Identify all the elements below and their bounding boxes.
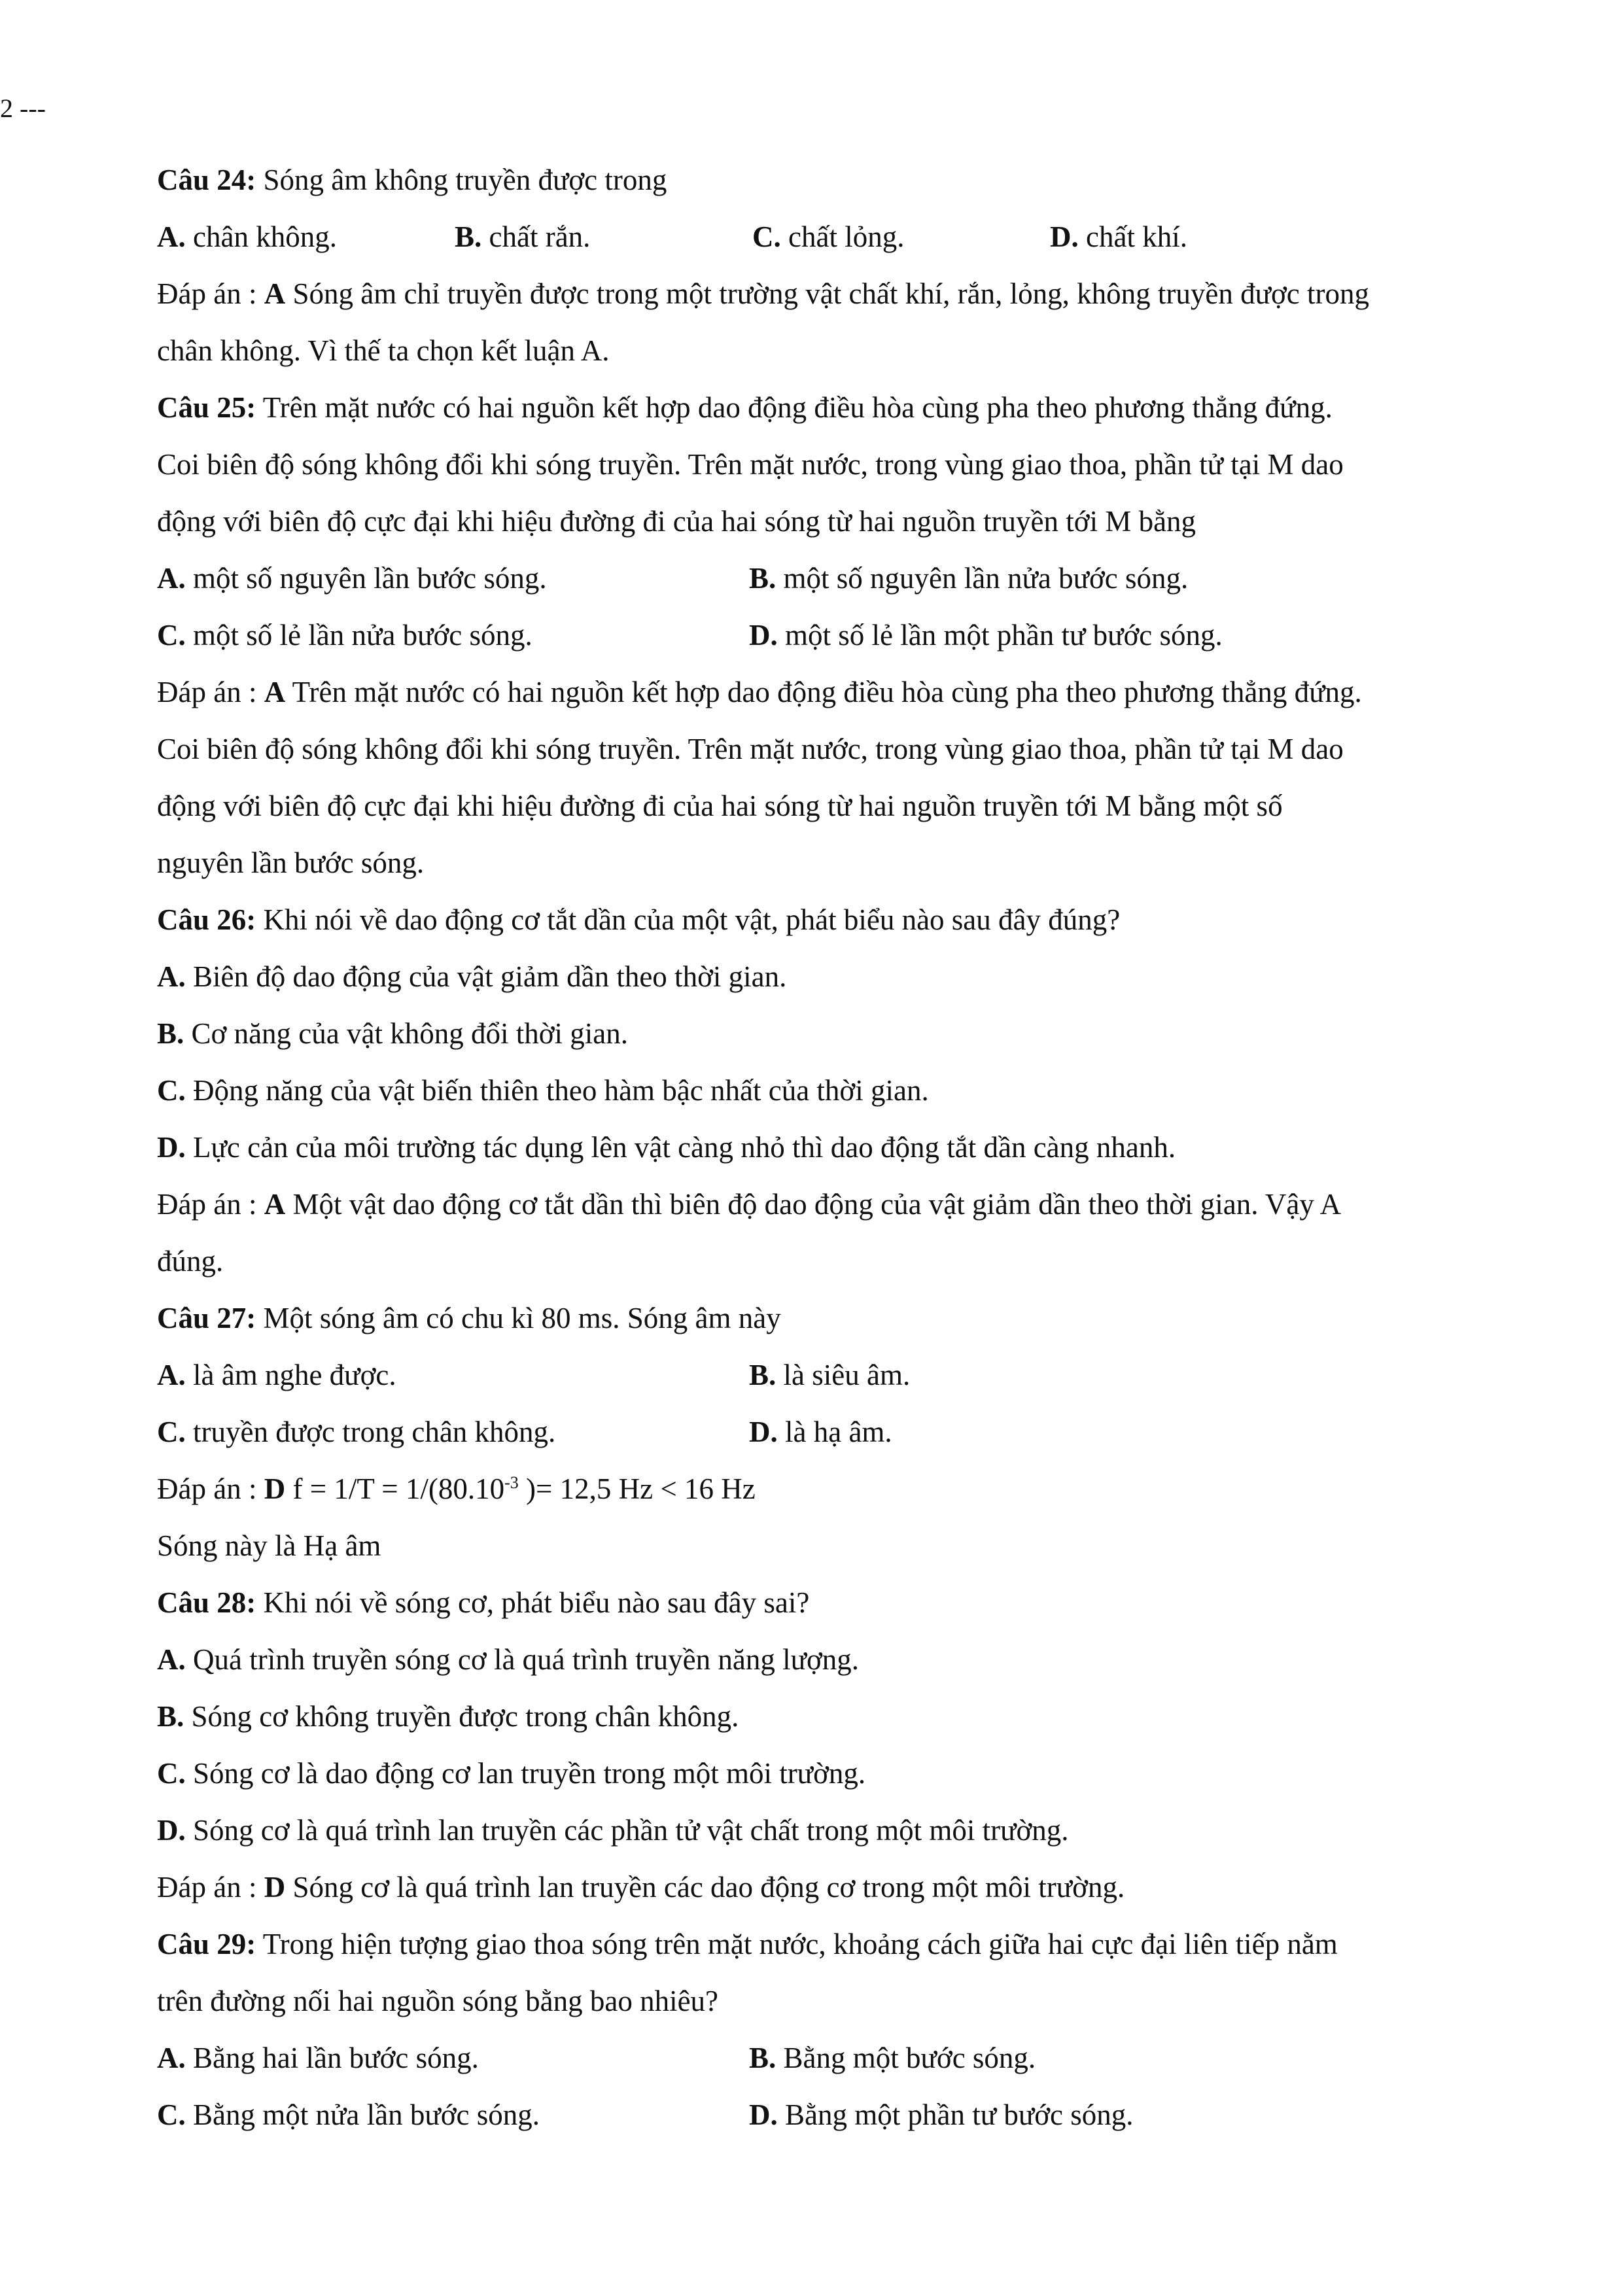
question-text: Sóng âm không truyền được trong	[263, 164, 667, 196]
question-label: Câu 25:	[157, 391, 256, 424]
question-label: Câu 26:	[157, 903, 256, 936]
options-row	[157, 607, 1505, 664]
option-a: A. chân không.	[157, 220, 337, 253]
options-row	[157, 2087, 1505, 2144]
answer-line: Coi biên độ sóng không đổi khi sóng truyền. Trên mặt nước, trong vùng giao thoa, phần tử tại M dao	[157, 733, 1344, 765]
question-29: Câu 29: Trong hiện tượng giao thoa sóng trên mặt nước, khoảng cách giữa hai cực đại liên tiếp nằm	[157, 1928, 1338, 1960]
options-row	[157, 209, 1505, 266]
answer-line: Đáp án : D Sóng cơ là quá trình lan truyền các dao động cơ trong một môi trường.	[157, 1871, 1125, 1904]
answer-line: nguyên lần bước sóng.	[157, 846, 425, 879]
question-label: Câu 28:	[157, 1586, 256, 1619]
question-26: Câu 26: Khi nói về dao động cơ tắt dần của một vật, phát biểu nào sau đây đúng?	[157, 903, 1121, 936]
option-c: C. Sóng cơ là dao động cơ lan truyền trong một môi trường.	[157, 1757, 866, 1790]
question-28: Câu 28: Khi nói về sóng cơ, phát biểu nào sau đây sai?	[157, 1586, 810, 1619]
option-a: A. một số nguyên lần bước sóng.	[157, 562, 547, 595]
option-d: D. Lực cản của môi trường tác dụng lên vật càng nhỏ thì dao động tắt dần càng nhanh.	[157, 1131, 1176, 1164]
question-text: Coi biên độ sóng không đổi khi sóng truyền. Trên mặt nước, trong vùng giao thoa, phần tử tại M dao	[157, 448, 1344, 481]
answer-line: Đáp án : D $f = 1/T = 1/(80.10^{-3}$ )= 12,5 Hz < 16 Hz	[157, 1472, 756, 1505]
document-body	[157, 152, 1505, 2144]
question-label: Câu 29:	[157, 1928, 256, 1960]
answer-line: động với biên độ cực đại khi hiệu đường đi của hai sóng từ hai nguồn truyền tới M bằng một số	[157, 790, 1283, 822]
option-b: B. là siêu âm.	[749, 1359, 911, 1391]
answer-letter: A	[264, 277, 286, 310]
answer-letter: D	[264, 1472, 286, 1505]
option-c: C. Bằng một nửa lần bước sóng.	[157, 2098, 540, 2131]
option-b: B. Sóng cơ không truyền được trong chân không.	[157, 1700, 739, 1733]
option-b: B. một số nguyên lần nửa bước sóng.	[749, 562, 1189, 595]
question-text: trên đường nối hai nguồn sóng bằng bao nhiêu?	[157, 1985, 719, 2017]
option-a: A. là âm nghe được.	[157, 1359, 396, 1391]
option-a: A. Quá trình truyền sóng cơ là quá trình truyền năng lượng.	[157, 1643, 860, 1676]
question-label: Câu 24:	[157, 164, 256, 196]
answer-line: Đáp án : A Trên mặt nước có hai nguồn kết hợp dao động điều hòa cùng pha theo phương thẳng đứng.	[157, 676, 1362, 708]
answer-line: chân không. Vì thế ta chọn kết luận A.	[157, 334, 610, 367]
option-d: D. chất khí.	[1050, 220, 1187, 253]
option-d: D. là hạ âm.	[749, 1416, 892, 1448]
option-a: A. Bằng hai lần bước sóng.	[157, 2042, 479, 2074]
question-24	[157, 152, 1505, 209]
option-d: D. Sóng cơ là quá trình lan truyền các phần tử vật chất trong một môi trường.	[157, 1814, 1069, 1847]
formula: f = 1/T = 1/(80.10	[292, 1472, 505, 1505]
option-a: A. Biên độ dao động của vật giảm dần theo thời gian.	[157, 960, 787, 993]
page-marker: 2 ---	[0, 94, 46, 123]
answer-line: Đáp án : A Sóng âm chỉ truyền được trong một trường vật chất khí, rắn, lỏng, không truyền được trong	[157, 277, 1369, 310]
option-b: B. Bằng một bước sóng.	[749, 2042, 1036, 2074]
option-c: C. một số lẻ lần nửa bước sóng.	[157, 619, 532, 652]
options-row	[157, 1404, 1505, 1461]
answer-letter: D	[264, 1871, 286, 1904]
formula-exponent: -3	[504, 1473, 519, 1492]
answer-line: Đáp án : A Một vật dao động cơ tắt dần thì biên độ dao động của vật giảm dần theo thời gian. Vậy A	[157, 1188, 1342, 1221]
answer-line: đúng.	[157, 1245, 224, 1278]
option-c: C. Động năng của vật biến thiên theo hàm bậc nhất của thời gian.	[157, 1074, 929, 1107]
options-row	[157, 1347, 1505, 1404]
question-text: động với biên độ cực đại khi hiệu đường đi của hai sóng từ hai nguồn truyền tới M bằng	[157, 505, 1196, 538]
formula: )= 12,5 Hz < 16 Hz	[526, 1472, 756, 1505]
option-c: C. chất lỏng.	[752, 220, 905, 253]
answer-conclusion: Sóng này là Hạ âm	[157, 1529, 381, 1562]
option-b: B. Cơ năng của vật không đổi thời gian.	[157, 1017, 629, 1050]
option-d: D. Bằng một phần tư bước sóng.	[749, 2098, 1134, 2131]
question-label: Câu 27:	[157, 1302, 256, 1334]
option-b: B. chất rắn.	[455, 220, 591, 253]
answer-letter: A	[264, 676, 286, 708]
answer-letter: A	[264, 1188, 286, 1221]
option-c: C. truyền được trong chân không.	[157, 1416, 556, 1448]
question-27: Câu 27: Một sóng âm có chu kì 80 ms. Sóng âm này	[157, 1302, 781, 1334]
option-d: D. một số lẻ lần một phần tư bước sóng.	[749, 619, 1223, 652]
question-25: Câu 25: Trên mặt nước có hai nguồn kết hợp dao động điều hòa cùng pha theo phương thẳng đứng.	[157, 391, 1333, 424]
options-row	[157, 2030, 1505, 2087]
options-row	[157, 550, 1505, 607]
